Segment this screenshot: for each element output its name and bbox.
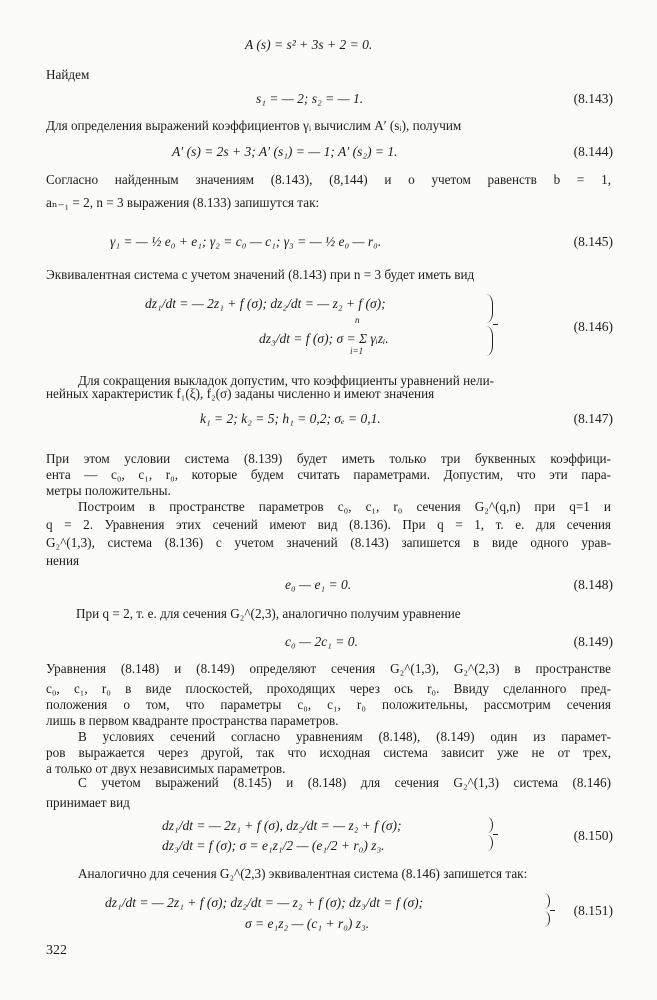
text-line: Построим в пространстве параметров c₀, c₁, r₀ сечения G₂^(q,n) при q=1 и [78,499,611,514]
text-line: нения [46,553,80,568]
equation-parameters: k₁ = 2; k₂ = 5; h₁ = 0,2; σₑ = 0,1. [200,411,381,426]
brace-bottom [485,835,493,851]
text-line: лишь в первом квадранте пространства параметров. [46,713,339,728]
text-line: При q = 2, т. е. для сечения G₂^(2,3), аналогично получим уравнение [76,606,461,621]
page-number: 322 [46,943,67,958]
text-line: ров выражается через другой, так что исходная система зависит уже не от трех, [46,745,611,760]
equation-characteristic-polynomial: A (s) = s² + 3s + 2 = 0. [245,37,373,52]
text-line: С учетом выражений (8.145) и (8.148) для сечения G₂^(1,3) система (8.146) [78,775,611,790]
sum-upper-limit: n [355,315,360,325]
equation-derivative: A′ (s) = 2s + 3; A′ (s₁) = — 1; A′ (s₂) = 1. [172,144,398,159]
equation-number: (8.148) [573,577,613,592]
equation-number: (8.145) [573,234,613,249]
equation-system-line: dz₁/dt = — 2z₁ + f (σ); dz₂/dt = — z₂ + f (σ); dz₃/dt = f (σ); [105,895,424,910]
text-line: При этом условии система (8.139) будет иметь только три буквенных коэффици- [46,451,611,466]
text-line: Аналогично для сечения G₂^(2,3) эквивалентная система (8.146) запишется так: [78,866,528,881]
text-line: В условиях сечений согласно уравнениям (8.148), (8.149) один из парамет- [78,729,611,744]
brace-top [542,893,550,909]
equation-system-line: σ = e₁z₂ — (c₁ + r₀) z₃. [245,916,370,931]
text-line: принимает вид [46,795,130,810]
text-line: нейных характеристик f₁(ξ), f₂(σ) заданы численно и имеют значения [46,386,435,401]
equation-roots: s₁ = — 2; s₂ = — 1. [256,91,364,106]
text-line: G₂^(1,3), система (8.136) с учетом значений (8.143) запишется в виде одного урав- [46,535,611,550]
brace-top [485,294,493,323]
brace-top [485,817,493,833]
text-line: c₀, c₁, r₀ в виде плоскостей, проходящих через ось r₀. Ввиду сделанного пред- [46,681,611,696]
text-line: Уравнения (8.148) и (8.149) определяют сечения G₂^(1,3), G₂^(2,3) в пространстве [46,661,611,676]
equation-number: (8.144) [573,144,613,159]
text-line: Найдем [46,67,90,82]
brace-notch [550,910,555,911]
equation-system-line: dz₁/dt = — 2z₁ + f (σ); dz₂/dt = — z₂ + f (σ); [145,296,386,311]
text-line: q = 2. Уравнения этих сечений имеют вид (8.136). При q = 1, т. е. для сечения [46,517,611,532]
equation-number: (8.149) [573,634,613,649]
text-line: Для определения выражений коэффициентов γᵢ вычислим A′ (sᵢ), получим [46,118,462,133]
equation-system-line: dz₃/dt = f (σ); σ = Σ γᵢzᵢ. [259,331,389,346]
text-line: а только от двух независимых параметров. [46,761,286,776]
sum-lower-limit: i=1 [350,346,364,356]
text-line: положения о том, что параметры c₀, c₁, r₀ положительны, рассмотрим сечения [46,697,611,712]
text-line: aₙ₋₁ = 2, n = 3 выражения (8.133) запишутся так: [46,195,320,210]
brace-notch [493,834,498,835]
equation-section-1: e₀ — e₁ = 0. [285,577,352,592]
equation-number: (8.143) [573,91,613,106]
equation-number: (8.147) [573,411,613,426]
text-line: метры положительны. [46,483,171,498]
equation-system-line: dz₁/dt = — 2z₁ + f (σ), dz₂/dt = — z₂ + f (σ); [162,818,402,833]
brace-notch [493,324,498,325]
equation-number: (8.150) [573,828,613,843]
text-line: Эквивалентная система с учетом значений (8.143) при n = 3 будет иметь вид [46,267,475,282]
equation-gamma: γ₁ = — ½ e₀ + e₁; γ₂ = c₀ — c₁; γ₃ = — ½ e₀ — r₀. [110,234,382,249]
equation-system-line: dz₃/dt = f (σ); σ = e₁z₁/2 — (e₁/2 + r₀) z₃. [162,838,385,853]
equation-number: (8.146) [573,319,613,334]
text-line: ента — c₀, c₁, r₀, которые будем считать параметрами. Допустим, что эти пара- [46,467,611,482]
text-line: Для сокращения выкладок допустим, что коэффициенты уравнений нели- [78,373,495,388]
brace-bottom [542,911,550,927]
text-line: Согласно найденным значениям (8.143), (8,144) и о учетом равенств b = 1, [46,172,611,187]
equation-section-2: c₀ — 2c₁ = 0. [285,634,358,649]
equation-number: (8.151) [573,903,613,918]
brace-bottom [485,326,493,356]
